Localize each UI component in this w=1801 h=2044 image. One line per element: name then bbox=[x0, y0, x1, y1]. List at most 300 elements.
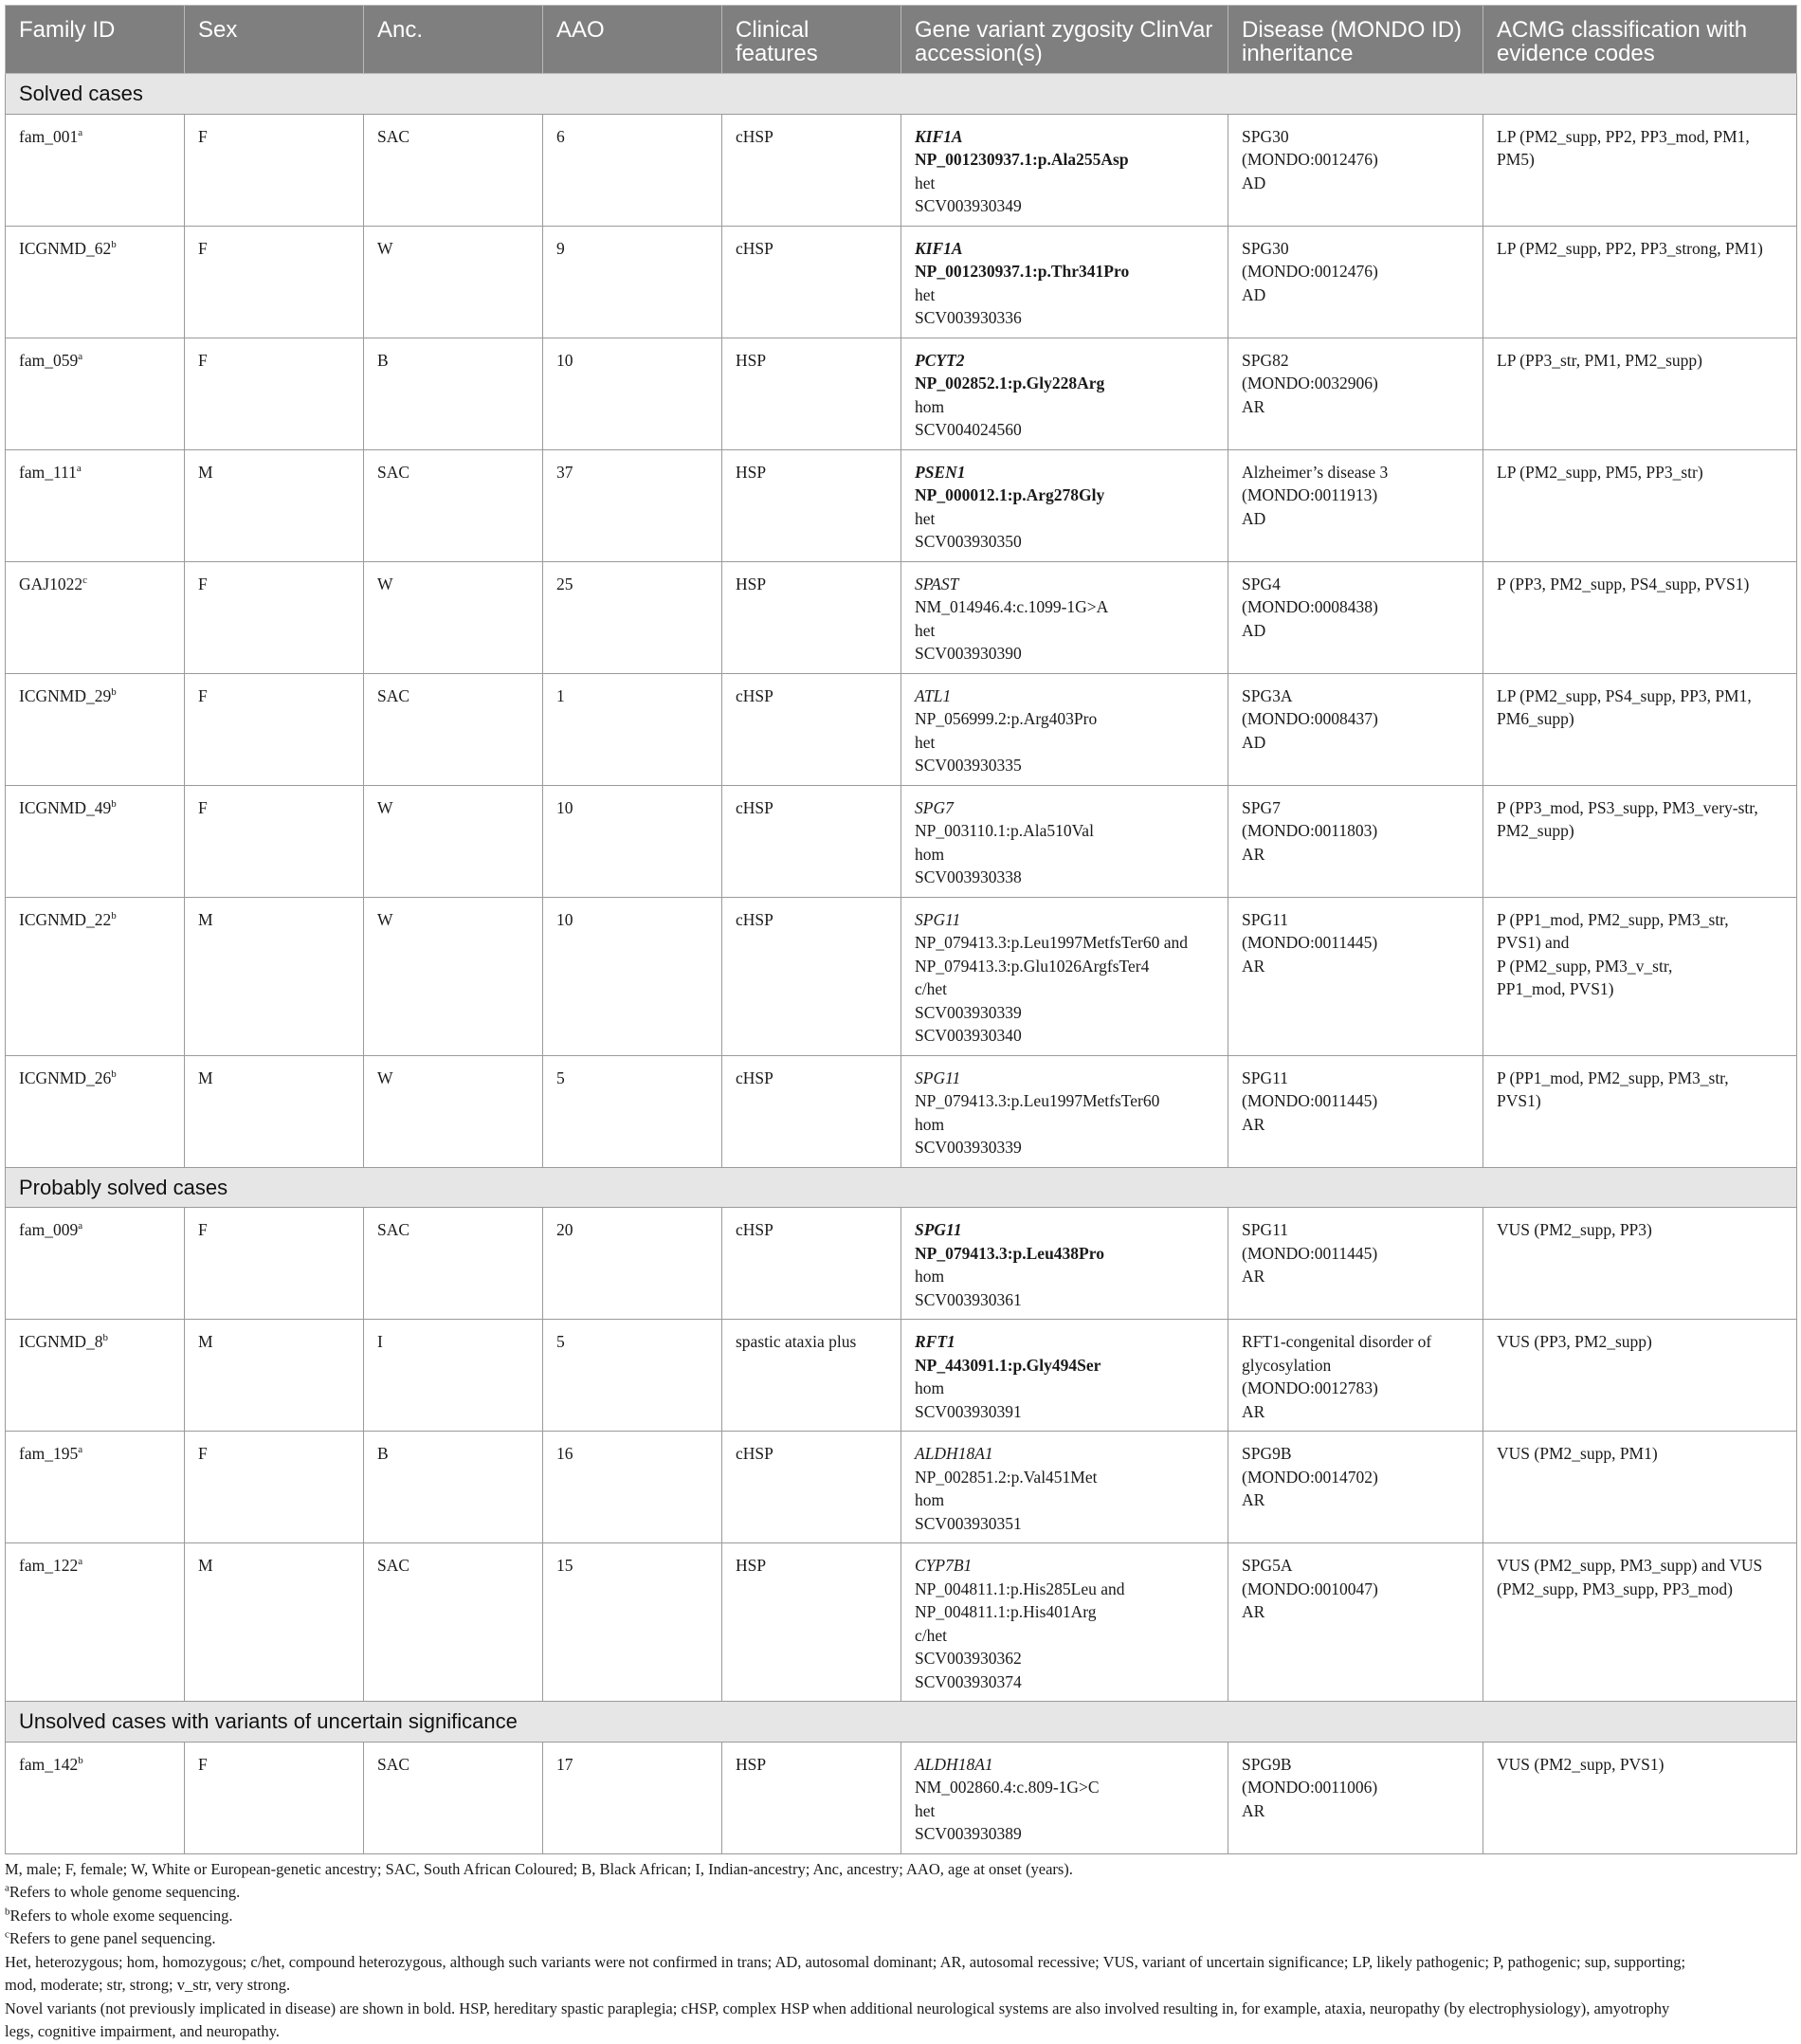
zygosity: hom bbox=[915, 1267, 945, 1286]
disease-line: (MONDO:0012783) bbox=[1242, 1378, 1378, 1397]
family-id-cell bbox=[6, 338, 185, 449]
disease-line: SPG82 bbox=[1242, 350, 1289, 370]
family-id: GAJ1022 bbox=[19, 574, 83, 593]
gene-name: ALDH18A1 bbox=[915, 1754, 993, 1774]
variant: NP_002851.2:p.Val451Met bbox=[915, 1467, 1098, 1487]
zygosity: c/het bbox=[915, 1625, 948, 1645]
ancestry-cell: SAC bbox=[364, 449, 543, 561]
family-id-cell bbox=[6, 226, 185, 338]
aao-cell: 9 bbox=[543, 226, 722, 338]
disease-cell bbox=[1228, 1543, 1483, 1702]
footnote-mark: a bbox=[78, 1556, 83, 1568]
disease-line: (MONDO:0011803) bbox=[1242, 821, 1378, 840]
family-id: fam_195 bbox=[19, 1444, 79, 1463]
acmg-line: PVS1) and bbox=[1497, 933, 1570, 952]
table-footnotes bbox=[5, 1854, 1796, 2044]
zygosity: het bbox=[915, 1800, 936, 1820]
sex-cell: M bbox=[185, 1055, 364, 1167]
disease-line: AR bbox=[1242, 1490, 1265, 1509]
disease-line: glycosylation bbox=[1242, 1355, 1332, 1375]
clinvar-accession: SCV003930339 bbox=[915, 1002, 1022, 1022]
section-title: Probably solved cases bbox=[6, 1167, 1797, 1208]
clinvar-accession: SCV003930335 bbox=[915, 756, 1022, 775]
gene-variant-cell bbox=[901, 449, 1228, 561]
gene-variant-cell bbox=[901, 897, 1228, 1055]
acmg-cell bbox=[1483, 1432, 1797, 1543]
section-row bbox=[6, 74, 1797, 115]
ancestry-cell: B bbox=[364, 338, 543, 449]
acmg-cell bbox=[1483, 1055, 1797, 1167]
acmg-line: LP (PM2_supp, PS4_supp, PP3, PM1, bbox=[1497, 685, 1752, 705]
gene-variant-cell bbox=[901, 1208, 1228, 1320]
sex-cell: F bbox=[185, 785, 364, 897]
disease-line: SPG11 bbox=[1242, 1220, 1288, 1239]
header-sex: Sex bbox=[185, 6, 364, 74]
gene-variant-cell bbox=[901, 785, 1228, 897]
footnote-mark: b bbox=[111, 797, 117, 810]
disease-line: AR bbox=[1242, 1602, 1265, 1621]
table-row bbox=[6, 673, 1797, 785]
acmg-line: PM6_supp) bbox=[1497, 709, 1574, 728]
disease-cell bbox=[1228, 449, 1483, 561]
disease-line: AR bbox=[1242, 1401, 1265, 1421]
disease-line: (MONDO:0011445) bbox=[1242, 933, 1378, 952]
sex-cell: F bbox=[185, 338, 364, 449]
table-row bbox=[6, 449, 1797, 561]
table-body bbox=[6, 74, 1797, 1854]
table-row bbox=[6, 1208, 1797, 1320]
header-aao: AAO bbox=[543, 6, 722, 74]
acmg-line: P (PP1_mod, PM2_supp, PM3_str, bbox=[1497, 909, 1729, 929]
acmg-line: VUS (PM2_supp, PM3_supp) and VUS bbox=[1497, 1556, 1763, 1575]
zygosity: hom bbox=[915, 396, 945, 416]
table-row bbox=[6, 1320, 1797, 1432]
disease-cell bbox=[1228, 785, 1483, 897]
disease-line: Alzheimer’s disease 3 bbox=[1242, 462, 1389, 482]
clinical-features-cell: HSP bbox=[722, 1742, 901, 1853]
disease-line: (MONDO:0008438) bbox=[1242, 597, 1378, 616]
section-row bbox=[6, 1167, 1797, 1208]
zygosity: hom bbox=[915, 1490, 945, 1509]
variant: NP_056999.2:p.Arg403Pro bbox=[915, 709, 1098, 728]
family-id-cell bbox=[6, 1742, 185, 1853]
acmg-line: VUS (PM2_supp, PM1) bbox=[1497, 1444, 1658, 1463]
ancestry-cell: B bbox=[364, 1432, 543, 1543]
variant: NP_004811.1:p.His285Leu and bbox=[915, 1579, 1125, 1598]
sex-cell: F bbox=[185, 561, 364, 673]
ancestry-cell: W bbox=[364, 226, 543, 338]
family-id: ICGNMD_62 bbox=[19, 238, 112, 258]
variant: NP_079413.3:p.Leu1997MetfsTer60 bbox=[915, 1091, 1160, 1110]
disease-line: (MONDO:0032906) bbox=[1242, 374, 1378, 392]
gene-variant-cell bbox=[901, 561, 1228, 673]
disease-line: SPG9B bbox=[1242, 1444, 1292, 1463]
disease-line: SPG9B bbox=[1242, 1754, 1292, 1774]
disease-line: (MONDO:0014702) bbox=[1242, 1467, 1378, 1487]
variant: NP_002852.1:p.Gly228Arg bbox=[915, 374, 1105, 392]
disease-line: SPG30 bbox=[1242, 126, 1289, 146]
family-id: fam_111 bbox=[19, 462, 77, 482]
clinical-features-cell: cHSP bbox=[722, 114, 901, 226]
acmg-cell bbox=[1483, 114, 1797, 226]
footnote-mark: b bbox=[111, 1068, 117, 1080]
family-id-cell bbox=[6, 1055, 185, 1167]
ancestry-cell: W bbox=[364, 897, 543, 1055]
sex-cell: F bbox=[185, 673, 364, 785]
clinical-features-cell: HSP bbox=[722, 338, 901, 449]
gene-variant-cell bbox=[901, 1320, 1228, 1432]
clinical-features-cell: cHSP bbox=[722, 226, 901, 338]
footnote-mark: b bbox=[111, 685, 117, 698]
acmg-line: P (PP3_mod, PS3_supp, PM3_very-str, bbox=[1497, 797, 1758, 817]
aao-cell: 37 bbox=[543, 449, 722, 561]
section-title: Unsolved cases with variants of uncertain significance bbox=[6, 1702, 1797, 1743]
family-id: ICGNMD_22 bbox=[19, 909, 112, 929]
table-row bbox=[6, 114, 1797, 226]
ancestry-cell: SAC bbox=[364, 673, 543, 785]
ancestry-cell: W bbox=[364, 785, 543, 897]
disease-cell bbox=[1228, 114, 1483, 226]
clinvar-accession: SCV003930350 bbox=[915, 532, 1022, 551]
family-id-cell bbox=[6, 1208, 185, 1320]
het-note: Het, heterozygous; hom, homozygous; c/het, compound heterozygous, although such variants were not confirmed in trans; AD, autosomal dominant; AR, autosomal recessive; VUS, variant of uncertain significance; LP, likely pathogenic; P, pathogenic; sup, supporting; mod, moderate; str, strong; v_str, very strong. bbox=[5, 1952, 1686, 1994]
family-id-cell bbox=[6, 673, 185, 785]
acmg-line: PM5) bbox=[1497, 150, 1535, 169]
sex-cell: M bbox=[185, 449, 364, 561]
ancestry-cell: I bbox=[364, 1320, 543, 1432]
clinvar-accession: SCV003930336 bbox=[915, 308, 1022, 327]
disease-line: (MONDO:0011445) bbox=[1242, 1243, 1378, 1263]
disease-cell bbox=[1228, 338, 1483, 449]
ancestry-cell: SAC bbox=[364, 1742, 543, 1853]
acmg-line: LP (PM2_supp, PM5, PP3_str) bbox=[1497, 462, 1703, 482]
family-id-cell bbox=[6, 561, 185, 673]
abbrev-note: M, male; F, female; W, White or European-genetic ancestry; SAC, South African Coloured; B, Black African; I, Indian-ancestry; Anc, ancestry; AAO, age at onset (years). bbox=[5, 1859, 1073, 1878]
acmg-line: LP (PM2_supp, PP2, PP3_strong, PM1) bbox=[1497, 238, 1763, 258]
acmg-cell bbox=[1483, 1742, 1797, 1853]
aao-cell: 20 bbox=[543, 1208, 722, 1320]
disease-line: SPG11 bbox=[1242, 1068, 1288, 1087]
clinical-features-cell: cHSP bbox=[722, 1208, 901, 1320]
gene-name: KIF1A bbox=[915, 238, 963, 258]
sex-cell: F bbox=[185, 1742, 364, 1853]
family-id-cell bbox=[6, 1543, 185, 1702]
disease-line: AR bbox=[1242, 844, 1265, 864]
family-id: ICGNMD_29 bbox=[19, 685, 112, 705]
variant: NP_003110.1:p.Ala510Val bbox=[915, 821, 1094, 840]
clinvar-accession: SCV003930351 bbox=[915, 1513, 1022, 1533]
acmg-line: PM2_supp) bbox=[1497, 821, 1574, 840]
zygosity: het bbox=[915, 173, 936, 192]
footnote-b: $^b$Refers to whole exome sequencing. bbox=[5, 1906, 233, 1925]
acmg-line: P (PP1_mod, PM2_supp, PM3_str, bbox=[1497, 1068, 1729, 1087]
gene-name: SPG11 bbox=[915, 1068, 961, 1087]
header-gene-variant: Gene variant zygosity ClinVar accession(s) bbox=[901, 6, 1228, 74]
sex-cell: M bbox=[185, 1543, 364, 1702]
table-row bbox=[6, 561, 1797, 673]
variant: NP_079413.3:p.Leu1997MetfsTer60 and bbox=[915, 933, 1188, 952]
sex-cell: F bbox=[185, 1432, 364, 1543]
clinvar-accession: SCV003930340 bbox=[915, 1026, 1022, 1045]
gene-variant-cell bbox=[901, 1742, 1228, 1853]
variant: NP_004811.1:p.His401Arg bbox=[915, 1602, 1097, 1621]
disease-line: AD bbox=[1242, 620, 1266, 640]
disease-line: SPG4 bbox=[1242, 574, 1281, 593]
disease-cell bbox=[1228, 1742, 1483, 1853]
zygosity: c/het bbox=[915, 979, 948, 998]
sex-cell: F bbox=[185, 114, 364, 226]
footnote-mark: b bbox=[78, 1754, 83, 1766]
clinical-features-cell: HSP bbox=[722, 561, 901, 673]
disease-cell bbox=[1228, 1208, 1483, 1320]
acmg-cell bbox=[1483, 1320, 1797, 1432]
variant: NP_443091.1:p.Gly494Ser bbox=[915, 1355, 1101, 1375]
disease-cell bbox=[1228, 226, 1483, 338]
ancestry-cell: W bbox=[364, 561, 543, 673]
acmg-line: VUS (PM2_supp, PVS1) bbox=[1497, 1754, 1665, 1774]
family-id-cell bbox=[6, 1320, 185, 1432]
gene-variant-cell bbox=[901, 1543, 1228, 1702]
variant: NP_000012.1:p.Arg278Gly bbox=[915, 485, 1105, 504]
gene-name: KIF1A bbox=[915, 126, 963, 146]
disease-line: (MONDO:0012476) bbox=[1242, 262, 1378, 281]
family-id: fam_122 bbox=[19, 1556, 79, 1575]
variant: NM_014946.4:c.1099-1G>A bbox=[915, 597, 1109, 616]
clinical-features-cell: cHSP bbox=[722, 1055, 901, 1167]
disease-cell bbox=[1228, 673, 1483, 785]
acmg-cell bbox=[1483, 226, 1797, 338]
acmg-line: VUS (PM2_supp, PP3) bbox=[1497, 1220, 1652, 1239]
gene-name: SPG11 bbox=[915, 909, 961, 929]
zygosity: het bbox=[915, 508, 936, 528]
aao-cell: 5 bbox=[543, 1055, 722, 1167]
gene-variant-cell bbox=[901, 1055, 1228, 1167]
family-id-cell bbox=[6, 114, 185, 226]
aao-cell: 5 bbox=[543, 1320, 722, 1432]
family-id: ICGNMD_49 bbox=[19, 797, 112, 817]
family-id: fam_001 bbox=[19, 126, 79, 146]
clinvar-accession: SCV003930374 bbox=[915, 1671, 1022, 1691]
ancestry-cell: SAC bbox=[364, 1208, 543, 1320]
disease-cell bbox=[1228, 897, 1483, 1055]
header-clinical-features: Clinical features bbox=[722, 6, 901, 74]
zygosity: hom bbox=[915, 844, 945, 864]
clinical-features-cell: cHSP bbox=[722, 1432, 901, 1543]
disease-line: (MONDO:0010047) bbox=[1242, 1579, 1378, 1598]
family-id: ICGNMD_26 bbox=[19, 1068, 112, 1087]
footnote-mark: a bbox=[78, 1444, 83, 1456]
gene-name: SPAST bbox=[915, 574, 959, 593]
disease-line: SPG3A bbox=[1242, 685, 1293, 705]
disease-line: AD bbox=[1242, 732, 1266, 752]
gene-name: ATL1 bbox=[915, 685, 952, 705]
acmg-cell bbox=[1483, 673, 1797, 785]
clinvar-accession: SCV003930390 bbox=[915, 644, 1022, 663]
sex-cell: M bbox=[185, 897, 364, 1055]
footnote-a: $^a$Refers to whole genome sequencing. bbox=[5, 1882, 241, 1901]
family-id: fam_059 bbox=[19, 350, 79, 370]
clinical-features-cell: HSP bbox=[722, 1543, 901, 1702]
footnote-mark: b bbox=[111, 909, 117, 922]
clinical-features-cell: cHSP bbox=[722, 673, 901, 785]
gene-variant-cell bbox=[901, 114, 1228, 226]
disease-line: SPG5A bbox=[1242, 1556, 1293, 1575]
table-row bbox=[6, 1432, 1797, 1543]
disease-line: AR bbox=[1242, 1267, 1265, 1286]
aao-cell: 10 bbox=[543, 785, 722, 897]
header-disease: Disease (MONDO ID) inheritance bbox=[1228, 6, 1483, 74]
variant: NP_001230937.1:p.Ala255Asp bbox=[915, 150, 1129, 169]
variants-table bbox=[5, 5, 1797, 1854]
aao-cell: 10 bbox=[543, 338, 722, 449]
clinical-features-cell: HSP bbox=[722, 449, 901, 561]
variant: NP_079413.3:p.Glu1026ArgfsTer4 bbox=[915, 956, 1150, 976]
aao-cell: 16 bbox=[543, 1432, 722, 1543]
disease-cell bbox=[1228, 1320, 1483, 1432]
section-row bbox=[6, 1702, 1797, 1743]
gene-variant-cell bbox=[901, 1432, 1228, 1543]
header-acmg: ACMG classification with evidence codes bbox=[1483, 6, 1797, 74]
footnote-mark: a bbox=[78, 126, 83, 138]
disease-line: (MONDO:0008437) bbox=[1242, 709, 1378, 728]
family-id-cell bbox=[6, 449, 185, 561]
acmg-line: (PM2_supp, PM3_supp, PP3_mod) bbox=[1497, 1579, 1733, 1598]
table-page bbox=[5, 5, 1796, 2044]
table-row bbox=[6, 338, 1797, 449]
sex-cell: F bbox=[185, 1208, 364, 1320]
table-row bbox=[6, 897, 1797, 1055]
aao-cell: 17 bbox=[543, 1742, 722, 1853]
aao-cell: 15 bbox=[543, 1543, 722, 1702]
disease-line: RFT1-congenital disorder of bbox=[1242, 1332, 1432, 1351]
disease-line: SPG7 bbox=[1242, 797, 1281, 817]
zygosity: hom bbox=[915, 1114, 945, 1134]
acmg-cell bbox=[1483, 785, 1797, 897]
clinvar-accession: SCV003930391 bbox=[915, 1401, 1022, 1421]
clinical-features-cell: spastic ataxia plus bbox=[722, 1320, 901, 1432]
gene-variant-cell bbox=[901, 338, 1228, 449]
zygosity: het bbox=[915, 732, 936, 752]
gene-name: PCYT2 bbox=[915, 350, 965, 370]
ancestry-cell: SAC bbox=[364, 114, 543, 226]
disease-line: (MONDO:0011006) bbox=[1242, 1778, 1378, 1797]
clinvar-accession: SCV003930361 bbox=[915, 1289, 1022, 1309]
disease-line: AR bbox=[1242, 1114, 1265, 1134]
footnote-mark: b bbox=[102, 1332, 108, 1344]
clinical-features-cell: cHSP bbox=[722, 785, 901, 897]
acmg-line: P (PP3, PM2_supp, PS4_supp, PVS1) bbox=[1497, 574, 1750, 593]
zygosity: het bbox=[915, 284, 936, 304]
footnote-c: $^c$Refers to gene panel sequencing. bbox=[5, 1928, 216, 1947]
acmg-cell bbox=[1483, 1543, 1797, 1702]
header-family-id: Family ID bbox=[6, 6, 185, 74]
disease-line: AR bbox=[1242, 1800, 1265, 1820]
table-row bbox=[6, 785, 1797, 897]
gene-name: SPG7 bbox=[915, 797, 954, 817]
sex-cell: M bbox=[185, 1320, 364, 1432]
family-id-cell bbox=[6, 785, 185, 897]
acmg-cell bbox=[1483, 338, 1797, 449]
disease-line: AD bbox=[1242, 173, 1266, 192]
disease-line: (MONDO:0011913) bbox=[1242, 485, 1378, 504]
aao-cell: 10 bbox=[543, 897, 722, 1055]
sex-cell: F bbox=[185, 226, 364, 338]
family-id-cell bbox=[6, 897, 185, 1055]
acmg-line: PP1_mod, PVS1) bbox=[1497, 979, 1614, 998]
disease-line: AD bbox=[1242, 508, 1266, 528]
acmg-cell bbox=[1483, 561, 1797, 673]
footnote-mark: a bbox=[76, 462, 82, 474]
gene-name: ALDH18A1 bbox=[915, 1444, 993, 1463]
disease-line: SPG11 bbox=[1242, 909, 1288, 929]
disease-cell bbox=[1228, 1432, 1483, 1543]
header-row bbox=[6, 6, 1797, 74]
gene-name: PSEN1 bbox=[915, 462, 966, 482]
gene-name: SPG11 bbox=[915, 1220, 962, 1239]
aao-cell: 6 bbox=[543, 114, 722, 226]
acmg-line: PVS1) bbox=[1497, 1091, 1541, 1110]
table-row bbox=[6, 226, 1797, 338]
footnote-mark: a bbox=[78, 1220, 83, 1232]
acmg-cell bbox=[1483, 449, 1797, 561]
disease-line: (MONDO:0012476) bbox=[1242, 150, 1378, 169]
clinvar-accession: SCV003930389 bbox=[915, 1824, 1022, 1843]
family-id: fam_142 bbox=[19, 1754, 79, 1774]
clinvar-accession: SCV003930339 bbox=[915, 1138, 1022, 1157]
acmg-line: LP (PM2_supp, PP2, PP3_mod, PM1, bbox=[1497, 126, 1750, 146]
disease-cell bbox=[1228, 1055, 1483, 1167]
ancestry-cell: W bbox=[364, 1055, 543, 1167]
disease-line: (MONDO:0011445) bbox=[1242, 1091, 1378, 1110]
variant: NP_001230937.1:p.Thr341Pro bbox=[915, 262, 1130, 281]
footnote-mark: a bbox=[78, 350, 83, 362]
disease-cell bbox=[1228, 561, 1483, 673]
novel-note: Novel variants (not previously implicated in disease) are shown in bold. HSP, hereditary spastic paraplegia; cHSP, complex HSP when additional neurological systems are also involved resulting in, for example, ataxia, neuropathy (by electrophysiology), amyotrophy legs, cognitive impairment, and neuropathy. bbox=[5, 1998, 1670, 2040]
family-id: fam_009 bbox=[19, 1220, 79, 1239]
acmg-cell bbox=[1483, 1208, 1797, 1320]
aao-cell: 25 bbox=[543, 561, 722, 673]
clinical-features-cell: cHSP bbox=[722, 897, 901, 1055]
ancestry-cell: SAC bbox=[364, 1543, 543, 1702]
family-id: ICGNMD_8 bbox=[19, 1332, 103, 1351]
gene-variant-cell bbox=[901, 226, 1228, 338]
table-row bbox=[6, 1742, 1797, 1853]
section-title: Solved cases bbox=[6, 74, 1797, 115]
variant: NP_079413.3:p.Leu438Pro bbox=[915, 1243, 1104, 1263]
disease-line: AR bbox=[1242, 396, 1265, 416]
table-row bbox=[6, 1055, 1797, 1167]
gene-name: CYP7B1 bbox=[915, 1556, 973, 1575]
disease-line: SPG30 bbox=[1242, 238, 1289, 258]
family-id-cell bbox=[6, 1432, 185, 1543]
gene-variant-cell bbox=[901, 673, 1228, 785]
variant: NM_002860.4:c.809-1G>C bbox=[915, 1778, 1100, 1797]
clinvar-accession: SCV003930338 bbox=[915, 867, 1022, 886]
clinvar-accession: SCV003930362 bbox=[915, 1649, 1022, 1668]
clinvar-accession: SCV003930349 bbox=[915, 196, 1022, 215]
acmg-line: LP (PP3_str, PM1, PM2_supp) bbox=[1497, 350, 1702, 370]
disease-line: AR bbox=[1242, 956, 1265, 976]
clinvar-accession: SCV004024560 bbox=[915, 420, 1022, 439]
acmg-cell bbox=[1483, 897, 1797, 1055]
gene-name: RFT1 bbox=[915, 1332, 955, 1351]
zygosity: hom bbox=[915, 1378, 945, 1397]
footnote-mark: c bbox=[82, 574, 87, 586]
acmg-line: P (PM2_supp, PM3_v_str, bbox=[1497, 956, 1673, 976]
zygosity: het bbox=[915, 620, 936, 640]
table-row bbox=[6, 1543, 1797, 1702]
footnote-mark: b bbox=[111, 238, 117, 250]
